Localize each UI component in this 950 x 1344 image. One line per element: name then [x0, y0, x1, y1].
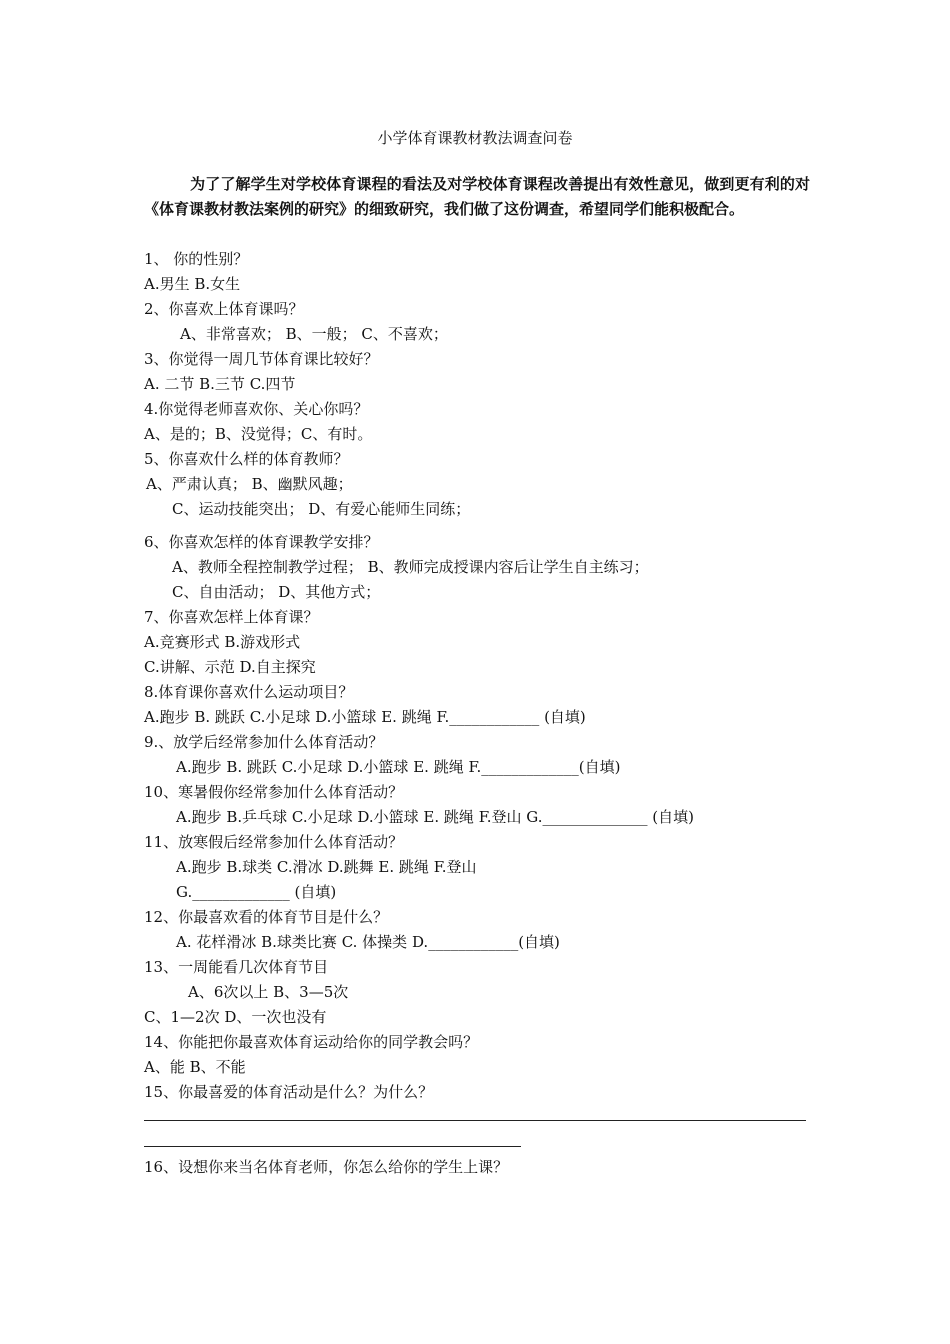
question-line: 8.体育课你喜欢什么运动项目？ — [144, 683, 354, 701]
option-line: C、1—2次 D、一次也没有 — [144, 1008, 327, 1026]
option-line: A.跑步 B. 跳跃 C.小足球 D.小篮球 E. 跳绳 F.____________ (自填) — [144, 708, 586, 726]
option-line: A、非常喜欢； B、一般； C、不喜欢； — [180, 325, 448, 343]
option-line: A. 二节 B.三节 C.四节 — [144, 375, 296, 393]
question-line: 13、一周能看几次体育节目 — [144, 958, 329, 976]
option-line: C、运动技能突出； D、有爱心能师生同练； — [172, 500, 471, 518]
intro-paragraph — [144, 172, 810, 222]
option-line: A、6次以上 B、3—5次 — [188, 983, 349, 1001]
option-line: A. 花样滑冰 B.球类比赛 C. 体操类 D.____________(自填) — [176, 933, 560, 951]
page-title: 小学体育课教材教法调查问卷 — [377, 129, 573, 147]
question-line: 16、设想你来当名体育老师，你怎么给你的学生上课？ — [144, 1158, 509, 1176]
option-line: C、自由活动； D、其他方式； — [172, 583, 381, 601]
answer-line — [144, 1146, 521, 1147]
question-line: 7、你喜欢怎样上体育课？ — [144, 608, 319, 626]
option-line: A、教师全程控制教学过程； B、教师完成授课内容后让学生自主练习； — [172, 558, 649, 576]
question-line: 5、你喜欢什么样的体育教师？ — [144, 450, 349, 468]
answer-line — [144, 1120, 806, 1121]
question-line: 12、你最喜欢看的体育节目是什么？ — [144, 908, 389, 926]
question-line: 1、 你的性别？ — [144, 250, 249, 268]
question-line: 10、寒暑假你经常参加什么体育活动？ — [144, 783, 404, 801]
question-line: 9.、放学后经常参加什么体育活动？ — [144, 733, 384, 751]
question-line: 15、你最喜爱的体育活动是什么？为什么？ — [144, 1083, 434, 1101]
intro-text: 为了了解学生对学校体育课程的看法及对学校体育课程改善提出有效性意见，做到更有利的对《体育课教材教法案例的研究》的细致研究，我们做了这份调查，希望同学们能积极配合。 — [144, 175, 810, 218]
question-line: 14、你能把你最喜欢体育运动给你的同学教会吗？ — [144, 1033, 479, 1051]
option-line: A、严肃认真； B、幽默风趣； — [146, 475, 353, 493]
question-line: 11、放寒假后经常参加什么体育活动？ — [144, 833, 404, 851]
option-line: A、是的；B、没觉得；C、有时。 — [144, 425, 373, 443]
option-line: A、能 B、不能 — [144, 1058, 246, 1076]
option-line: A.竞赛形式 B.游戏形式 — [144, 633, 301, 651]
question-line: 3、你觉得一周几节体育课比较好？ — [144, 350, 379, 368]
option-line: A.跑步 B.球类 C.滑冰 D.跳舞 E. 跳绳 F.登山 — [176, 858, 477, 876]
option-line: A.男生 B.女生 — [144, 275, 241, 293]
option-line: G._____________ (自填) — [176, 883, 337, 901]
question-line: 6、你喜欢怎样的体育课教学安排？ — [144, 533, 379, 551]
question-line: 4.你觉得老师喜欢你、关心你吗？ — [144, 400, 369, 418]
option-line: A.跑步 B. 跳跃 C.小足球 D.小篮球 E. 跳绳 F._____________(自填) — [176, 758, 621, 776]
option-line: A.跑步 B.乒乓球 C.小足球 D.小篮球 E. 跳绳 F.登山 G.______________ (自填) — [176, 808, 694, 826]
option-line: C.讲解、示范 D.自主探究 — [144, 658, 316, 676]
question-line: 2、你喜欢上体育课吗？ — [144, 300, 304, 318]
